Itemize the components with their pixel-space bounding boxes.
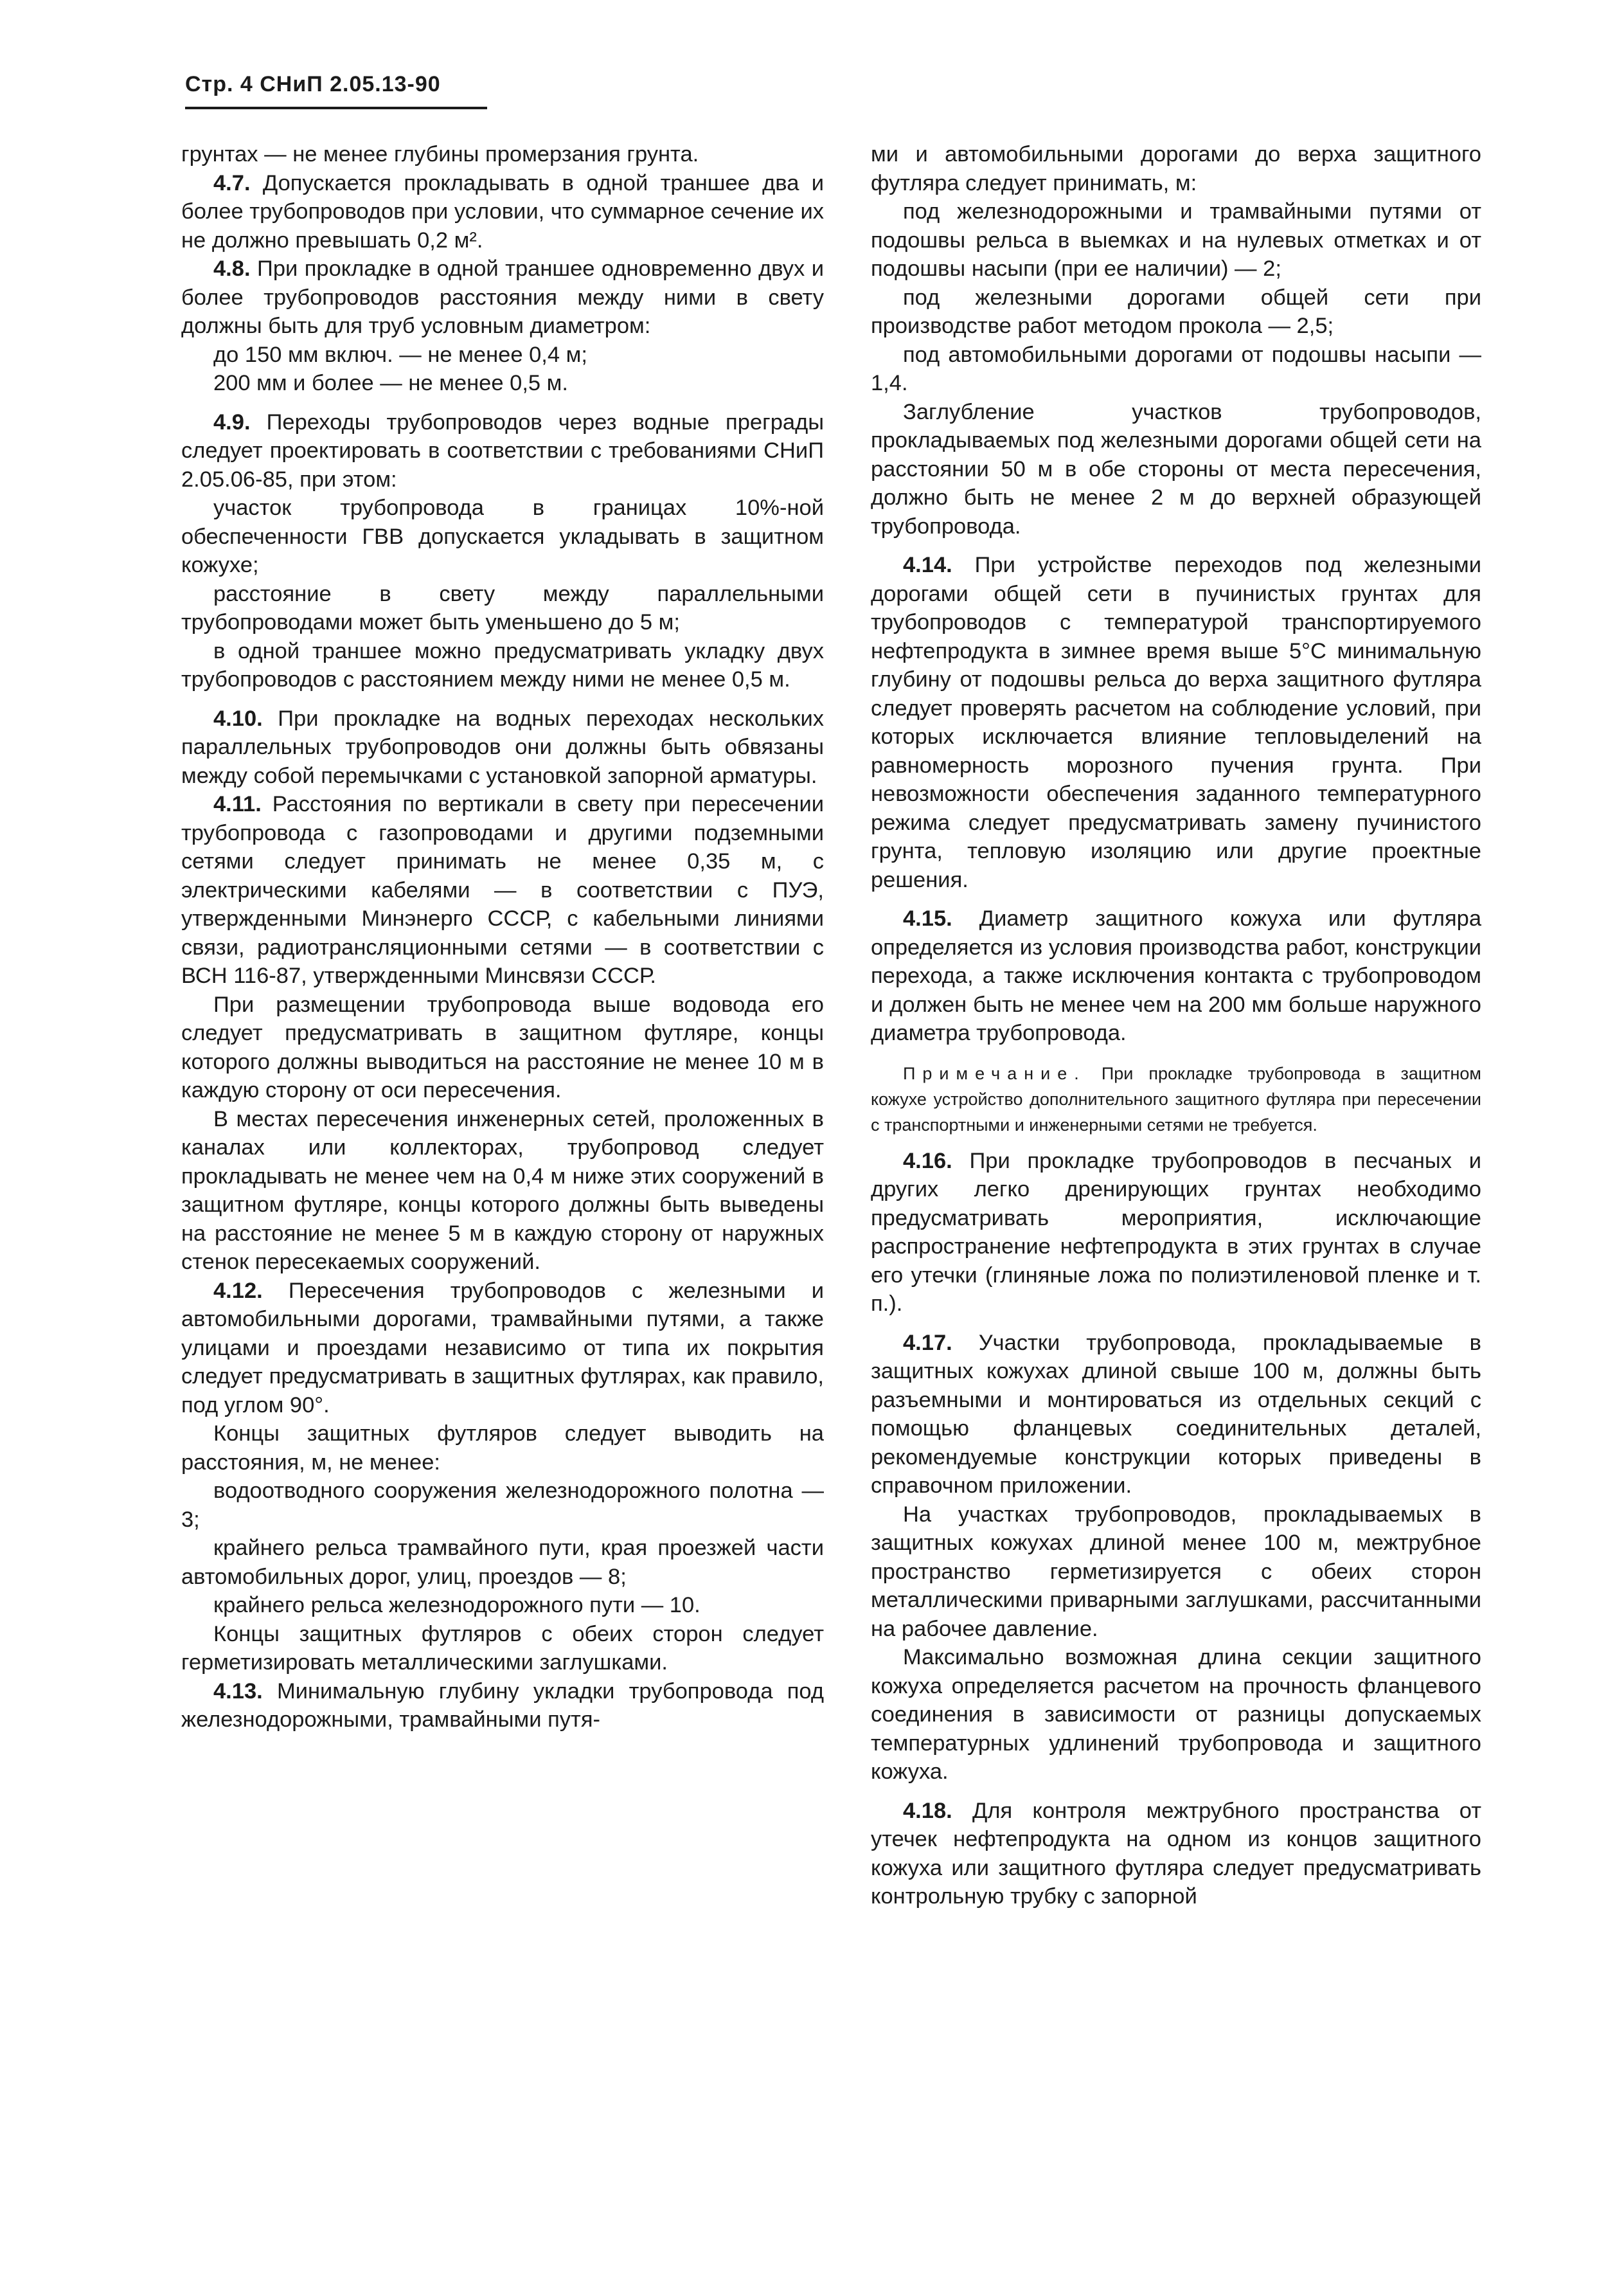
paragraph: ми и автомобильными дорогами до верха защитного футляра следует принимать, м:: [871, 142, 1481, 195]
page-header: Стр. 4 СНиП 2.05.13-90: [185, 72, 441, 96]
paragraph: Концы защитных футляров следует выводить на расстояния, м, не менее:: [181, 1421, 824, 1475]
clause-4-15: 4.15. Диаметр защитного кожуха или футляра определяется из условия производства работ, конструкции перехода, а также исключения контакта с трубопроводом и должен быть не менее чем на 200 мм больше наружного диаметра трубопровода.: [871, 906, 1482, 1045]
clause-number: 4.11.: [213, 792, 262, 816]
list-item: крайнего рельса железнодорожного пути — 10.: [213, 1593, 700, 1617]
clause-number: 4.14.: [903, 553, 952, 577]
clause-4-8: 4.8. При прокладке в одной траншее одновременно двух и более трубопроводов расстояния между ними в свету должны быть для труб условным диаметром:: [181, 256, 824, 338]
note: Примечание. При прокладке трубопровода в защитном кожухе устройство дополнительного защитного футляра при пересечении с транспортными и инженерными сетями не требуется.: [871, 1063, 1481, 1135]
paragraph: В местах пересечения инженерных сетей, проложенных в каналах или коллекторах, трубопровод следует прокладывать не менее чем на 0,4 м ниже этих сооружений в защитном футляре, концы которого должны быть выведены на расстояние не менее 5 м в каждую сторону от наружных стенок пересекаемых сооружений.: [181, 1106, 824, 1274]
list-item: участок трубопровода в границах 10%-ной обеспеченности ГВВ допускается укладывать в защитном кожухе;: [181, 496, 824, 577]
clause-4-12: 4.12. Пересечения трубопроводов с железными и автомобильными дорогами, трамвайными путями, а также улицами и проездами независимо от типа их покрытия следует предусматривать в защитных футлярах, как правило, под углом 90°.: [181, 1278, 825, 1417]
clause-4-7: 4.7. Допускается прокладывать в одной траншее два и более трубопроводов при условии, что суммарное сечение их не должно превышать 0,2 м².: [181, 170, 824, 253]
list-item: крайнего рельса трамвайного пути, края проезжей части автомобильных дорог, улиц, проездов — 8;: [181, 1536, 824, 1589]
clause-number: 4.10.: [213, 706, 263, 731]
paragraph: При размещении трубопровода выше водовода его следует предусматривать в защитном футляре, концы которого должны выводиться на расстояние не менее 10 м в каждую сторону от оси пересечения.: [181, 992, 824, 1102]
clause-number: 4.16.: [903, 1148, 952, 1173]
paragraph: Заглубление участков трубопроводов, прокладываемых под железными дорогами общей сети на расстоянии 50 м в обе стороны от места пересечения, должно быть не менее 2 м до верхней образующей трубопровода.: [871, 399, 1481, 539]
list-item: в одной траншее можно предусматривать укладку двух трубопроводов с расстоянием между ними не менее 0,5 м.: [181, 638, 824, 692]
list-item: расстояние в свету между параллельными трубопроводами может быть уменьшено до 5 м;: [181, 581, 824, 634]
note-label: Примечание.: [903, 1063, 1086, 1083]
clause-4-13: 4.13. Минимальную глубину укладки трубопровода под железнодорожными, трамвайными путя-: [181, 1678, 824, 1732]
clause-number: 4.7.: [213, 170, 251, 195]
list-item: 200 мм и более — не менее 0,5 м.: [213, 371, 568, 395]
clause-number: 4.9.: [213, 409, 251, 435]
clause-number: 4.12.: [213, 1278, 263, 1303]
list-item: до 150 мм включ. — не менее 0,4 м;: [213, 342, 587, 367]
list-item: водоотводного сооружения железнодорожного полотна — 3;: [181, 1479, 824, 1532]
clause-4-17: 4.17. Участки трубопровода, прокладываемые в защитных кожухах длиной свыше 100 м, должны быть разъемными и монтироваться из отдельных секций с помощью фланцевых соединительных деталей, рекомендуемые конструкции которых приведены в справочном приложении.: [871, 1330, 1481, 1498]
clause-number: 4.17.: [903, 1330, 952, 1355]
clause-number: 4.18.: [903, 1798, 952, 1823]
list-item: под железными дорогами общей сети при производстве работ методом прокола — 2,5;: [871, 285, 1481, 338]
clause-number: 4.13.: [213, 1678, 263, 1704]
right-column: [871, 140, 1481, 1911]
paragraph: грунтах — не менее глубины промерзания грунта.: [181, 142, 699, 166]
clause-number: 4.15.: [903, 906, 952, 931]
clause-4-18: 4.18. Для контроля межтрубного пространства от утечек нефтепродукта на одном из концов защитного кожуха или защитного футляра следует предусматривать контрольную трубку с запорной: [871, 1798, 1482, 1909]
left-column: [181, 140, 824, 1734]
clause-4-14: 4.14. При устройстве переходов под железными дорогами общей сети в пучинистых грунтах для трубопроводов с температурой транспортируемого нефтепродукта в зимнее время выше 5°С минимальную глубину от подошвы рельса до верха защитного футляра следует проверять расчетом на соблюдение условий, при которых исключается влияние тепловыделений на равномерность морозного пучения грунта. При невозможности обеспечения заданного температурного режима следует предусматривать замену пучинистого грунта, тепловую изоляцию или другие проектные решения.: [871, 553, 1481, 892]
list-item: под автомобильными дорогами от подошвы насыпи — 1,4.: [871, 342, 1481, 395]
paragraph: Концы защитных футляров с обеих сторон следует герметизировать металлическими заглушками.: [181, 1621, 824, 1675]
list-item: под железнодорожными и трамвайными путями от подошвы рельса в выемках и на нулевых отметках и от подошвы насыпи (при ее наличии) — 2;: [871, 199, 1481, 281]
clause-4-9: 4.9. Переходы трубопроводов через водные преграды следует проектировать в соответствии с требованиями СНиП 2.05.06-85, при этом:: [181, 409, 824, 492]
clause-4-16: 4.16. При прокладке трубопроводов в песчаных и других легко дренирующих грунтах необходимо предусматривать мероприятия, исключающие распространение нефтепродукта в этих грунтах в случае его утечки (глиняные ложа по полиэтиленовой пленке и т. п.).: [871, 1148, 1481, 1316]
clause-4-10: 4.10. При прокладке на водных переходах нескольких параллельных трубопроводов они должны быть обвязаны между собой перемычками с установкой запорной арматуры.: [181, 706, 824, 788]
clause-number: 4.8.: [213, 256, 251, 281]
header-rule: [185, 107, 487, 109]
clause-4-11: 4.11. Расстояния по вертикали в свету при пересечении трубопровода с газопроводами и другими подземными сетями следует принимать не менее 0,35 м, с электрическими кабелями — в соответствии с ПУЭ, утвержденными Минэнерго СССР, с кабельными линиями связи, радиотрансляционными сетями — в соответствии с ВСН 116-87, утвержденными Минсвязи СССР.: [181, 792, 824, 988]
paragraph: На участках трубопроводов, прокладываемых в защитных кожухах длиной менее 100 м, межтрубное пространство герметизируется с обеих сторон металлическими приварными заглушками, рассчитанными на рабочее давление.: [871, 1502, 1481, 1641]
paragraph: Максимально возможная длина секции защитного кожуха определяется расчетом на прочность фланцевого соединения в зависимости от разницы допускаемых температурных удлинений трубопровода и защитного кожуха.: [871, 1645, 1481, 1784]
